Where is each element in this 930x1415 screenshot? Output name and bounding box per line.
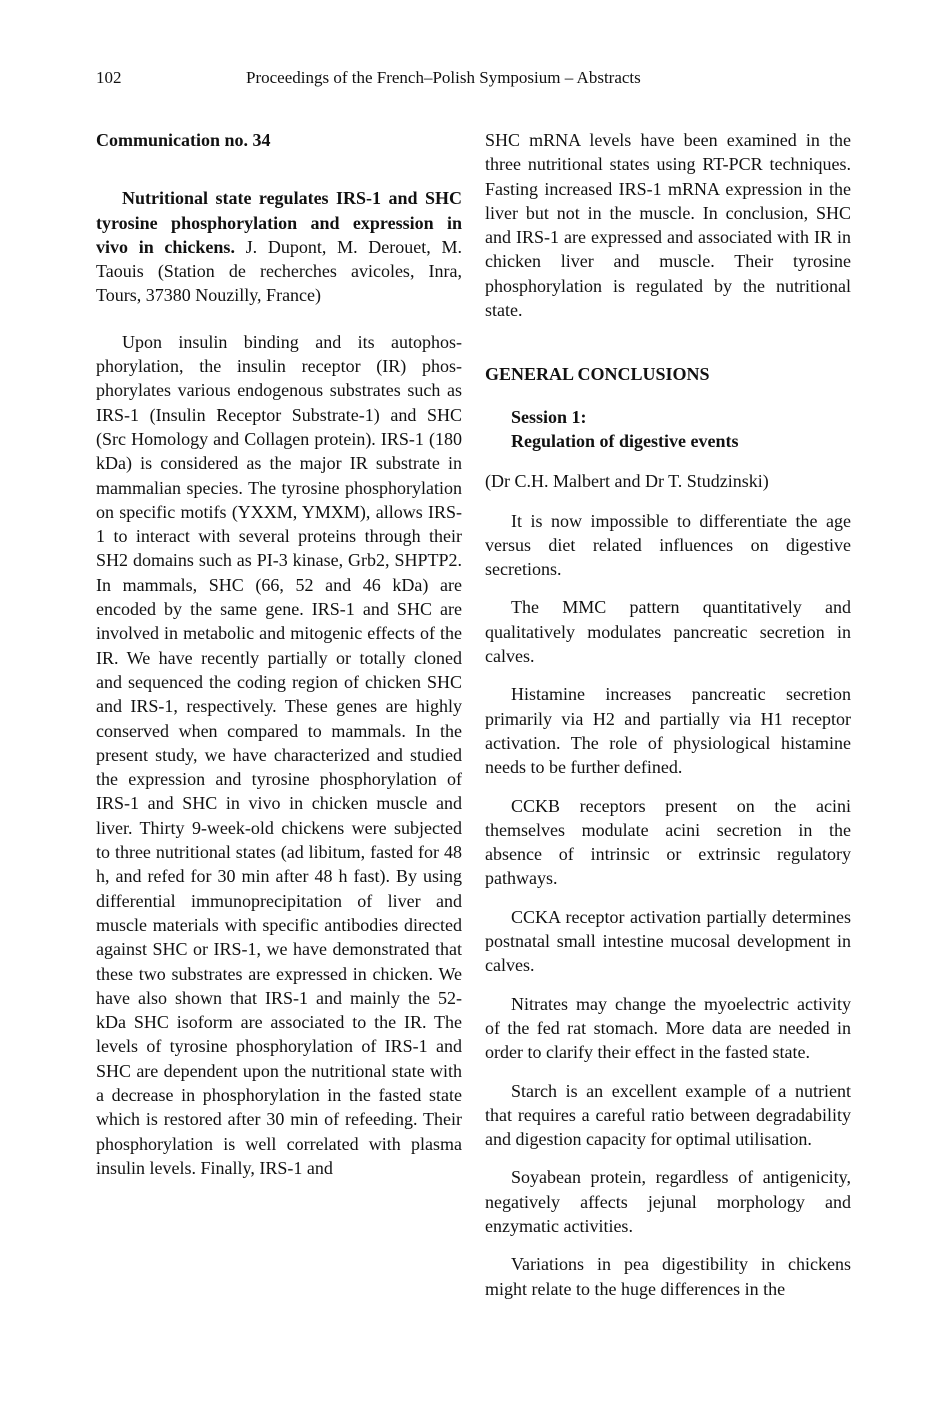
conclusion-paragraph: Nitrates may change the myoelectric activity of the fed rat stomach. More data are needed in order to clarify their effect in the fasted state.	[485, 993, 851, 1063]
right-column	[485, 128, 851, 1315]
session-heading	[511, 405, 851, 454]
abstract-body-part-1: Upon insulin binding and its autophosphorylation, the insulin receptor (IR) phosphorylates various endogenous substrates such as IRS-1 (Insulin Receptor Substrate-1) and SHC (Src Homology and Collagen protein). IRS-1 (180 kDa) is considered as the major IR substrate in mammalian species. The tyrosine phosphorylation on specific motifs (YXXM, YMXM), allows IRS-1 to interact with several proteins through their SH2 domains such as PI-3 kinase, Grb2, SHPTP2. In mammals, SHC (66, 52 and 46 kDa) are encoded by the same gene. IRS-1 and SHC are involved in metabolic and mitogenic effects of the IR. We have recently partially or totally cloned and sequenced the coding region of chicken SHC and IRS-1, respectively. These genes are highly conserved when compared to mammals. In the present study, we have characterized and studied the expression and tyrosine phosphorylation of IRS-1 and SHC in vivo in chicken muscle and liver. Thirty 9-week-old chickens were subjected to three nutritional states (ad libitum, fasted for 48 h, and refed for 30 min after 48 h fast). By using differential immunoprecipitation of liver and muscle materials with specific antibodies directed against SHC or IRS-1, we have demonstrated that these two substrates are expressed in chicken. We have also shown that IRS-1 and mainly the 52-kDa SHC isoform are associated to the IR. The levels of tyrosine phosphorylation of IRS-1 and SHC are dependent upon the nutritional state with a decrease in phosphorylation in the fasted state which is restored after 30 min of refeeding. Their phosphorylation is well correlated with plasma insulin levels. Finally, IRS-1 and	[96, 331, 462, 1178]
left-column	[96, 128, 462, 1180]
conclusion-paragraph: Histamine increases pancreatic secretion primarily via H2 and partially via H1 receptor activation. The role of physiological histamine needs to be further defined.	[485, 684, 851, 778]
journal-title: Proceedings of the French–Polish Symposium – Abstracts	[246, 68, 641, 87]
conclusion-paragraph: CCKA receptor activation partially determines postnatal small intestine mucosal development in calves.	[485, 906, 851, 976]
running-head	[96, 68, 851, 92]
conclusion-paragraph: Starch is an excellent example of a nutrient that requires a careful ratio between degradability and digestion capacity for optimal utilisation.	[485, 1080, 851, 1150]
abstract-heading	[96, 186, 462, 307]
abstract-body-part-2: SHC mRNA levels have been examined in the three nutritional states using RT-PCR techniques. Fasting increased IRS-1 mRNA expression in the liver but not in the muscle. In conclusion, SHC and IRS-1 are expressed and associated with IR in chicken liver and muscle. Their tyrosine phosphorylation is regulated by the nutritional state.	[485, 130, 851, 321]
abstract-affiliation: (Station de recherches avicoles, Inra, Tours, 37380 Nouzilly, France)	[96, 261, 462, 306]
communication-number: Communication no. 34	[96, 130, 271, 150]
conclusion-paragraph: CCKB receptors present on the acini themselves modulate acini secretion in the absence of intrinsic or extrinsic regulatory pathways.	[485, 795, 851, 889]
session-chairs: (Dr C.H. Malbert and Dr T. Studzinski)	[485, 471, 769, 492]
conclusion-paragraph: The MMC pattern quantitatively and qualitatively modulates pancreatic secretion in calves.	[485, 597, 851, 667]
conclusion-paragraph: Variations in pea digestibility in chickens might relate to the huge differences in the	[485, 1254, 851, 1299]
conclusion-paragraph: Soyabean protein, regardless of antigenicity, negatively affects jejunal morphology and enzymatic activities.	[485, 1167, 851, 1236]
conclusion-paragraph: It is now impossible to differentiate the age versus diet related influences on digestive secretions.	[485, 510, 851, 580]
page-number: 102	[96, 68, 122, 87]
general-conclusions-heading: GENERAL CONCLUSIONS	[485, 364, 710, 385]
abstract-title: Nutritional state regulates IRS-1 and SHC tyrosine phosphorylation and expression in vivo in chickens.	[96, 188, 462, 257]
session-title: Regulation of digestive events	[511, 430, 739, 451]
session-label: Session 1:	[511, 406, 587, 427]
abstract-authors: J. Dupont, M. Derouet, M. Taouis	[96, 236, 462, 282]
